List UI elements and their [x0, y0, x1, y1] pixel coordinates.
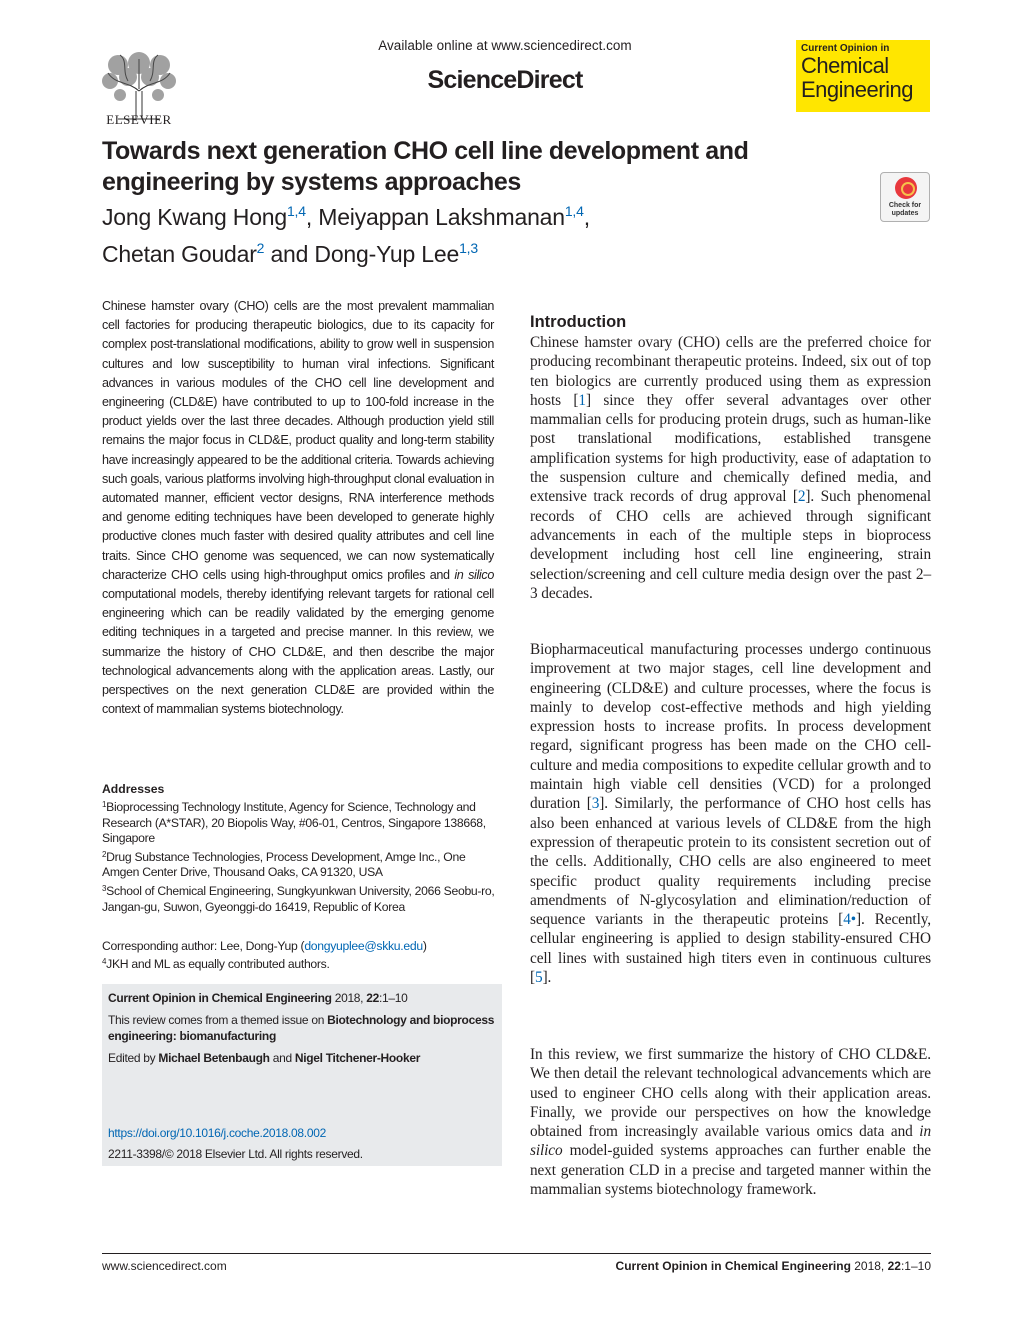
copyright-line: 2211-3398/© 2018 Elsevier Ltd. All rights reserved.: [108, 1147, 363, 1161]
bookmark-icon: [895, 177, 917, 199]
author-affiliation[interactable]: 2: [256, 240, 265, 256]
author-name: Meiyappan Lakshmanan: [318, 204, 565, 230]
journal-badge-line1: Chemical: [801, 53, 889, 78]
themed-issue-line: This review comes from a themed issue on Biotechnology and bioprocess engineering: biomanufacturing: [108, 1013, 495, 1043]
journal-badge-small: Current Opinion in: [801, 43, 890, 54]
author-name: Chetan Goudar: [102, 241, 257, 267]
article-info-box: [102, 984, 502, 1166]
address-item: $^3$School of Chemical Engineering, Sungkyunkwan University, 2066 Seobu-ro, Jangan-gu, Suwon, Gyeonggi-do 16419, Republic of Korea: [102, 883, 495, 914]
address-item: $^2$Drug Substance Technologies, Process Development, Amge Inc., One Amgen Center Drive, Thousand Oaks, CA 91320, USA: [102, 849, 466, 880]
publisher-name: ELSEVIER: [106, 112, 172, 127]
footer-website[interactable]: www.sciencedirect.com: [102, 1259, 227, 1273]
citation-line: Current Opinion in Chemical Engineering 2018, 22:1–10: [108, 991, 408, 1005]
abstract: Chinese hamster ovary (CHO) cells are the most prevalent mammalian cell factories for producing therapeutic biologics, due to its capacity for complex post-translational modifications, ability to grow well in suspension cultures and low susceptibility to human viral infections. Significant advances in various modules of the CHO cell line development and engineering (CLD&E) have contributed to up to 100-fold increase in the product yields over the last three decades. Although production yield still remains the major focus in CLD&E, product quality and long-term stability have increasingly appeared to be the additional criteria. Towards achieving such goals, various platforms involving high-throughput clonal evaluation in automated manner, efficient vector designs, RNA interference methods and genome editing techniques have been developed to generate highly productive clones much faster with desired quality attributes and cell line traits. Since CHO genome was sequenced, we can now systematically characterize CHO cells using high-throughput omics profiles and in silico computational models, thereby identifying relevant targets for rational cell engineering which can be readily validated by the emerging genome editing techniques in a targeted and precise manner. In this review, we summarize the history of CHO CLD&E, and then describe the major technological advancements along with the application areas. Lastly, our perspectives on the next generation CLD&E are provided within the context of mammalian systems biotechnology.: [102, 299, 494, 717]
intro-paragraph-3: In this review, we first summarize the history of CHO CLD&E. We then detail the relevant technological advancements which are used to engineer CHO cells along with their application areas. Finally, we provide our perspectives on how the knowledge obtained from increasingly available various omics data and in silico model-guided systems approaches can further enable the next generation CLD in a precise and targeted manner within the mammalian systems biotechnology framework.: [530, 1046, 931, 1199]
correspondence: Corresponding author: Lee, Dong-Yup (dongyuplee@skku.edu) $^4$JKH and ML as equally contributed authors.: [102, 939, 427, 971]
editors-line: Edited by Michael Betenbaugh and Nigel Titchener-Hooker: [108, 1051, 421, 1065]
addresses-heading: Addresses: [102, 782, 165, 796]
article-title: Towards next generation CHO cell line development and engineering by systems approaches: [102, 137, 749, 196]
reference-link[interactable]: 3: [591, 795, 600, 813]
reference-link[interactable]: 1: [578, 391, 586, 409]
author-email-link[interactable]: dongyuplee@skku.edu: [304, 939, 423, 953]
author-affiliation[interactable]: 1,4: [286, 203, 306, 219]
check-for-updates-button[interactable]: [880, 172, 930, 222]
sciencedirect-logo[interactable]: ScienceDirect: [427, 66, 583, 94]
journal-badge-line2: Engineering: [801, 77, 913, 102]
doi-link[interactable]: https://doi.org/10.1016/j.coche.2018.08.002: [108, 1126, 326, 1140]
author-affiliation[interactable]: 1,3: [459, 240, 478, 256]
intro-paragraph-2: Biopharmaceutical manufacturing processes undergo continuous improvement at two major stages, cell line development and engineering (CLD&E) and culture processes, where the focus is mainly to develop cost-effective methods and high yielding expression hosts to increase profits. In process development regard, significant progress has been made on the CHO cell-culture and media compositions to expedite cellular growth and to maintain high viable cell densities (VCD) for a prolonged duration [3]. Similarly, the performance of CHO host cells has also been enhanced at various levels of CLD&E from the high expression of therapeutic protein to its consistent secretion out of the cells. Additionally, CHO cells are also engineered to meet specific product quality requirements including precise amendments of N-glycosylation and elimination/reduction of sequence variants in the therapeutic proteins [4•]. Recently, cellular engineering is applied to design stability-ensured CHO cell lines with sustained high titers even in continuous cultures [5].: [530, 641, 931, 987]
reference-link[interactable]: 4•: [843, 911, 856, 929]
footer-citation: Current Opinion in Chemical Engineering 2018, 22:1–10: [615, 1259, 931, 1273]
journal-badge: [796, 40, 930, 112]
author-affiliation[interactable]: 1,4: [564, 203, 584, 219]
intro-paragraph-1: Chinese hamster ovary (CHO) cells are the preferred choice for producing recombinant therapeutic proteins. Indeed, six out of top ten biologics are currently produced using them as expression hosts [1] since they offer several advantages over other mammalian cells for producing protein drugs, such as human-like post translational modifications, established transgene amplification systems for high productivity, ease of adaptation to the suspension culture and chemically defined media, and extensive track records of drug approval [2]. Such phenomenal records of CHO cells are achieved through significant advancements in each of the multiple steps in bioprocess development including host cell line engineering, strain selection/screening and cell culture media design over the past 2–3 decades.: [530, 334, 931, 602]
reference-link[interactable]: 2: [797, 488, 806, 506]
available-online-line: Available online at www.sciencedirect.com: [378, 38, 632, 53]
address-item: $^1$Bioprocessing Technology Institute, Agency for Science, Technology and Research (A*STAR), 20 Biopolis Way, #06-01, Centros, Singapore 138668, Singapore: [102, 800, 486, 846]
equal-contribution-note: JKH and ML as equally contributed authors.: [106, 957, 330, 971]
author-name: Dong-Yup Lee: [314, 241, 460, 267]
address-list: [102, 797, 502, 915]
author-name: Jong Kwang Hong: [102, 204, 287, 230]
author-list: Jong Kwang Hong$^{1,4}$, Meiyappan Lakshmanan$^{1,4}$, Chetan Goudar$^2$ and Dong-Yup Lee$^{1,3}$: [102, 203, 590, 267]
footer-divider: [102, 1253, 931, 1254]
check-updates-label: Check for updates: [888, 202, 922, 217]
introduction-heading: Introduction: [530, 313, 627, 331]
reference-link[interactable]: 5: [535, 969, 543, 987]
